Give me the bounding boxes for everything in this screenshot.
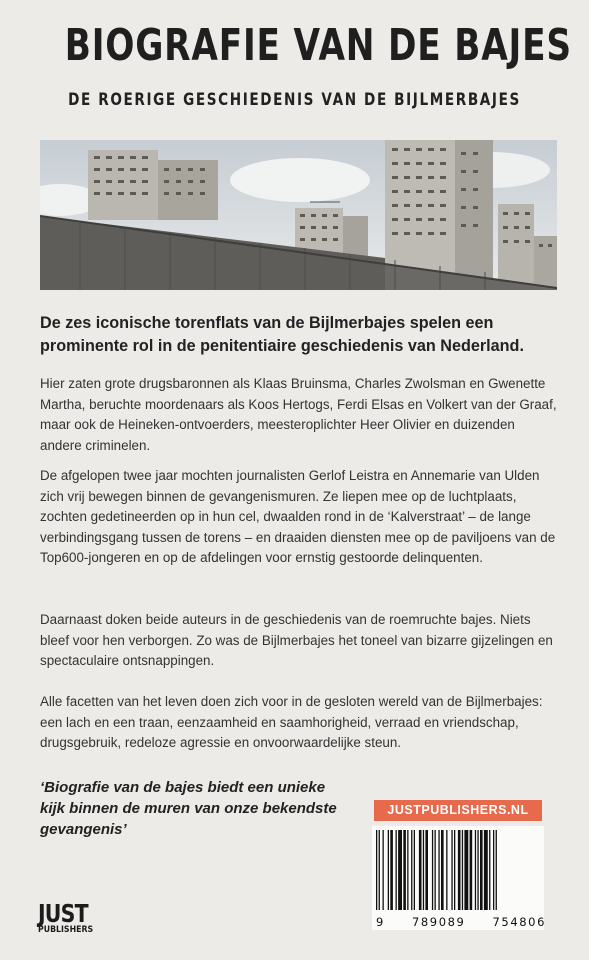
logo-subtext: PUBLISHERS <box>38 925 94 935</box>
isbn-group-2: 754806 <box>492 915 546 929</box>
publisher-logo <box>38 899 118 935</box>
lead-paragraph: De zes iconische torenflats van de Bijlmerbajes spelen een prominente rol in de penitentiaire geschiedenis van Nederland. <box>40 314 524 355</box>
logo-wordmark: JUST <box>38 899 88 928</box>
isbn-group-1: 789089 <box>411 915 466 929</box>
body-paragraph: Hier zaten grote drugsbaronnen als Klaas Bruinsma, Charles Zwolsman en Gwenette Martha, beruchte moordenaars als Koos Hertogs, Ferdi Elsas en Volkert van der Graaf, maar ook de Heineken-ontvoerders, meesteroplichter Heer Olivier en duizenden andere criminelen. <box>40 376 557 453</box>
body-paragraph: De afgelopen twee jaar mochten journalisten Gerlof Leistra en Annemarie van Ulden zich vrij bewegen binnen de gevangenismuren. Ze liepen mee op de luchtplaats, zochten gedetineerden op in hun cel, dwaalden rond in de ‘Kalverstraat’ – de lange verbindingsgang tussen de torens – en draaiden diensten mee op de paviljoens van de Top600-jongeren en op de afdelingen voor ernstig gestoorde delinquenten. <box>40 468 556 565</box>
book-subtitle: DE ROERIGE GESCHIEDENIS VAN DE BIJLMERBAJES <box>68 90 521 110</box>
publisher-url-badge: JUSTPUBLISHERS.NL <box>374 800 542 821</box>
book-title: BIOGRAFIE VAN DE BAJES <box>64 20 572 71</box>
body-paragraph: Alle facetten van het leven doen zich voor in de gesloten wereld van de Bijlmerbajes: een lach en een traan, eenzaamheid en saamhorigheid, verraad en vriendschap, drugsgebruik, redeloze agressie en onvoorwaardelijke steun. <box>40 694 543 750</box>
isbn-prefix: 9 <box>376 915 385 929</box>
review-quote: ‘Biografie van de bajes biedt een unieke kijk binnen de muren van onze bekendste gevangenis’ <box>40 779 337 838</box>
isbn-number <box>376 915 546 929</box>
prison-towers-photo <box>40 140 557 290</box>
body-paragraph: Daarnaast doken beide auteurs in de geschiedenis van de roemruchte bajes. Niets bleef voor hen verborgen. Zo was de Bijlmerbajes het toneel van bizarre gijzelingen en spectaculaire ontsnappingen. <box>40 612 553 668</box>
